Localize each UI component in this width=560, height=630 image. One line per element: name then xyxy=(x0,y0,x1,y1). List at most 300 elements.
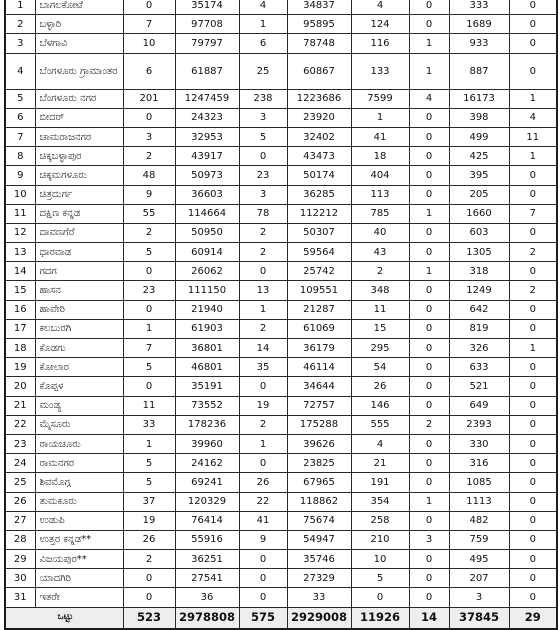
value-cell: 33 xyxy=(287,588,351,607)
value-cell: 25742 xyxy=(287,262,351,281)
district-name-cell: ಗದಗ xyxy=(35,262,123,281)
value-cell: 0 xyxy=(509,550,557,569)
value-cell: 76414 xyxy=(175,511,239,530)
value-cell: 642 xyxy=(449,300,509,319)
value-cell: 2 xyxy=(509,281,557,300)
value-cell: 25 xyxy=(239,53,287,89)
value-cell: 2 xyxy=(123,223,175,242)
row-number-cell: 2 xyxy=(5,15,35,34)
value-cell: 0 xyxy=(509,415,557,434)
value-cell: 0 xyxy=(409,0,449,15)
value-cell: 0 xyxy=(409,473,449,492)
value-cell: 5 xyxy=(351,569,409,588)
value-cell: 113 xyxy=(351,185,409,204)
value-cell: 0 xyxy=(239,569,287,588)
value-cell: 34644 xyxy=(287,377,351,396)
value-cell: 482 xyxy=(449,511,509,530)
table-row xyxy=(5,108,557,127)
value-cell: 15 xyxy=(351,319,409,338)
district-name-cell: ವಿಜಯಪುರ** xyxy=(35,550,123,569)
value-cell: 124 xyxy=(351,15,409,34)
value-cell: 46114 xyxy=(287,358,351,377)
value-cell: 60914 xyxy=(175,243,239,262)
value-cell: 258 xyxy=(351,511,409,530)
value-cell: 326 xyxy=(449,339,509,358)
row-number-cell: 1 xyxy=(5,0,35,15)
value-cell: 33 xyxy=(123,415,175,434)
value-cell: 23 xyxy=(123,281,175,300)
value-cell: 97708 xyxy=(175,15,239,34)
value-cell: 0 xyxy=(509,166,557,185)
value-cell: 67965 xyxy=(287,473,351,492)
value-cell: 4 xyxy=(239,0,287,15)
value-cell: 0 xyxy=(509,0,557,15)
value-cell: 333 xyxy=(449,0,509,15)
value-cell: 1249 xyxy=(449,281,509,300)
value-cell: 50973 xyxy=(175,166,239,185)
value-cell: 26062 xyxy=(175,262,239,281)
table-row xyxy=(5,223,557,242)
value-cell: 61069 xyxy=(287,319,351,338)
value-cell: 24323 xyxy=(175,108,239,127)
row-number-cell: 27 xyxy=(5,511,35,530)
table-row xyxy=(5,185,557,204)
value-cell: 0 xyxy=(409,377,449,396)
value-cell: 0 xyxy=(409,358,449,377)
value-cell: 3 xyxy=(449,588,509,607)
value-cell: 0 xyxy=(409,550,449,569)
district-name-cell: ಇತರೇ xyxy=(35,588,123,607)
district-name-cell: ಚಿಕ್ಕಮಗಳೂರು xyxy=(35,166,123,185)
district-name-cell: ಚಿಕ್ಕಬಳ್ಳಾಪುರ xyxy=(35,147,123,166)
value-cell: 1 xyxy=(409,262,449,281)
value-cell: 11 xyxy=(351,300,409,319)
value-cell: 50307 xyxy=(287,223,351,242)
value-cell: 0 xyxy=(123,108,175,127)
value-cell: 39960 xyxy=(175,434,239,453)
value-cell: 0 xyxy=(409,569,449,588)
district-covid-table-container xyxy=(4,0,558,630)
value-cell: 3 xyxy=(239,108,287,127)
value-cell: 2 xyxy=(409,415,449,434)
row-number-cell: 15 xyxy=(5,281,35,300)
value-cell: 210 xyxy=(351,530,409,549)
value-cell: 73552 xyxy=(175,396,239,415)
district-name-cell: ಕೋಲಾರ xyxy=(35,358,123,377)
value-cell: 36285 xyxy=(287,185,351,204)
value-cell: 3 xyxy=(409,530,449,549)
table-row xyxy=(5,15,557,34)
district-name-cell: ಬೆಂಗಳೂರು ನಗರ xyxy=(35,89,123,108)
table-row xyxy=(5,243,557,262)
value-cell: 7599 xyxy=(351,89,409,108)
value-cell: 0 xyxy=(123,377,175,396)
value-cell: 27329 xyxy=(287,569,351,588)
total-value-cell: 29 xyxy=(509,607,557,629)
total-row xyxy=(5,607,557,629)
table-row xyxy=(5,396,557,415)
value-cell: 2 xyxy=(123,550,175,569)
value-cell: 0 xyxy=(123,569,175,588)
value-cell: 26 xyxy=(239,473,287,492)
value-cell: 2 xyxy=(239,223,287,242)
value-cell: 0 xyxy=(509,358,557,377)
value-cell: 11 xyxy=(123,396,175,415)
row-number-cell: 9 xyxy=(5,166,35,185)
value-cell: 0 xyxy=(509,377,557,396)
value-cell: 521 xyxy=(449,377,509,396)
value-cell: 21 xyxy=(351,454,409,473)
value-cell: 0 xyxy=(509,588,557,607)
value-cell: 21940 xyxy=(175,300,239,319)
district-name-cell: ದಾವಣಗೆರೆ xyxy=(35,223,123,242)
value-cell: 354 xyxy=(351,492,409,511)
value-cell: 0 xyxy=(123,0,175,15)
value-cell: 603 xyxy=(449,223,509,242)
row-number-cell: 6 xyxy=(5,108,35,127)
value-cell: 35746 xyxy=(287,550,351,569)
value-cell: 1689 xyxy=(449,15,509,34)
value-cell: 4 xyxy=(509,108,557,127)
value-cell: 23 xyxy=(239,166,287,185)
value-cell: 39626 xyxy=(287,434,351,453)
value-cell: 0 xyxy=(123,300,175,319)
table-row xyxy=(5,569,557,588)
table-row xyxy=(5,89,557,108)
value-cell: 0 xyxy=(409,434,449,453)
value-cell: 0 xyxy=(409,319,449,338)
value-cell: 118862 xyxy=(287,492,351,511)
row-number-cell: 12 xyxy=(5,223,35,242)
value-cell: 330 xyxy=(449,434,509,453)
value-cell: 819 xyxy=(449,319,509,338)
district-name-cell: ಕೊಪ್ಪಳ xyxy=(35,377,123,396)
value-cell: 2 xyxy=(239,415,287,434)
value-cell: 0 xyxy=(509,569,557,588)
row-number-cell: 22 xyxy=(5,415,35,434)
value-cell: 785 xyxy=(351,204,409,223)
value-cell: 10 xyxy=(123,34,175,53)
value-cell: 0 xyxy=(409,396,449,415)
value-cell: 1 xyxy=(409,204,449,223)
row-number-cell: 29 xyxy=(5,550,35,569)
district-name-cell: ತುಮಕೂರು xyxy=(35,492,123,511)
value-cell: 0 xyxy=(509,454,557,473)
value-cell: 5 xyxy=(123,454,175,473)
value-cell: 2393 xyxy=(449,415,509,434)
value-cell: 22 xyxy=(239,492,287,511)
row-number-cell: 3 xyxy=(5,34,35,53)
row-number-cell: 23 xyxy=(5,434,35,453)
value-cell: 23920 xyxy=(287,108,351,127)
value-cell: 316 xyxy=(449,454,509,473)
value-cell: 1 xyxy=(351,108,409,127)
value-cell: 1113 xyxy=(449,492,509,511)
value-cell: 0 xyxy=(509,15,557,34)
value-cell: 2 xyxy=(239,243,287,262)
row-number-cell: 10 xyxy=(5,185,35,204)
value-cell: 0 xyxy=(409,300,449,319)
value-cell: 43 xyxy=(351,243,409,262)
district-name-cell: ಕಲಬುರಗಿ xyxy=(35,319,123,338)
value-cell: 0 xyxy=(509,223,557,242)
value-cell: 201 xyxy=(123,89,175,108)
table-row xyxy=(5,34,557,53)
table-row xyxy=(5,415,557,434)
table-row xyxy=(5,530,557,549)
value-cell: 78748 xyxy=(287,34,351,53)
value-cell: 0 xyxy=(239,454,287,473)
value-cell: 0 xyxy=(239,377,287,396)
value-cell: 120329 xyxy=(175,492,239,511)
district-name-cell: ಹಾವೇರಿ xyxy=(35,300,123,319)
district-name-cell: ಶಿವಮೊಗ್ಗ xyxy=(35,473,123,492)
value-cell: 1247459 xyxy=(175,89,239,108)
value-cell: 2 xyxy=(509,243,557,262)
value-cell: 116 xyxy=(351,34,409,53)
value-cell: 4 xyxy=(351,434,409,453)
value-cell: 7 xyxy=(123,15,175,34)
row-number-cell: 31 xyxy=(5,588,35,607)
value-cell: 4 xyxy=(409,89,449,108)
value-cell: 318 xyxy=(449,262,509,281)
value-cell: 1 xyxy=(409,34,449,53)
value-cell: 69241 xyxy=(175,473,239,492)
row-number-cell: 25 xyxy=(5,473,35,492)
value-cell: 112212 xyxy=(287,204,351,223)
row-number-cell: 16 xyxy=(5,300,35,319)
value-cell: 0 xyxy=(351,588,409,607)
value-cell: 72757 xyxy=(287,396,351,415)
value-cell: 23825 xyxy=(287,454,351,473)
value-cell: 1 xyxy=(239,15,287,34)
district-name-cell: ರಾಮನಗರ xyxy=(35,454,123,473)
value-cell: 46801 xyxy=(175,358,239,377)
value-cell: 54 xyxy=(351,358,409,377)
value-cell: 633 xyxy=(449,358,509,377)
value-cell: 21287 xyxy=(287,300,351,319)
value-cell: 398 xyxy=(449,108,509,127)
row-number-cell: 28 xyxy=(5,530,35,549)
value-cell: 238 xyxy=(239,89,287,108)
value-cell: 41 xyxy=(351,127,409,146)
value-cell: 36603 xyxy=(175,185,239,204)
value-cell: 555 xyxy=(351,415,409,434)
value-cell: 0 xyxy=(509,396,557,415)
value-cell: 95895 xyxy=(287,15,351,34)
value-cell: 0 xyxy=(239,147,287,166)
value-cell: 60867 xyxy=(287,53,351,89)
total-value-cell: 523 xyxy=(123,607,175,629)
total-value-cell: 11926 xyxy=(351,607,409,629)
value-cell: 55916 xyxy=(175,530,239,549)
district-name-cell: ಬೆಂಗಳೂರು ಗ್ರಾಮಾಂತರ xyxy=(35,53,123,89)
table-row xyxy=(5,339,557,358)
value-cell: 395 xyxy=(449,166,509,185)
value-cell: 1 xyxy=(123,434,175,453)
value-cell: 61903 xyxy=(175,319,239,338)
value-cell: 0 xyxy=(409,339,449,358)
value-cell: 0 xyxy=(509,300,557,319)
row-number-cell: 19 xyxy=(5,358,35,377)
value-cell: 933 xyxy=(449,34,509,53)
value-cell: 146 xyxy=(351,396,409,415)
value-cell: 1 xyxy=(509,89,557,108)
value-cell: 36251 xyxy=(175,550,239,569)
value-cell: 48 xyxy=(123,166,175,185)
row-number-cell: 5 xyxy=(5,89,35,108)
value-cell: 5 xyxy=(123,358,175,377)
value-cell: 649 xyxy=(449,396,509,415)
value-cell: 0 xyxy=(509,319,557,338)
value-cell: 495 xyxy=(449,550,509,569)
value-cell: 0 xyxy=(409,588,449,607)
value-cell: 0 xyxy=(409,511,449,530)
district-name-cell: ರಾಯಚೂರು xyxy=(35,434,123,453)
value-cell: 10 xyxy=(351,550,409,569)
value-cell: 14 xyxy=(239,339,287,358)
table-row xyxy=(5,454,557,473)
value-cell: 0 xyxy=(409,15,449,34)
value-cell: 1305 xyxy=(449,243,509,262)
value-cell: 1 xyxy=(409,53,449,89)
value-cell: 0 xyxy=(509,262,557,281)
table-row xyxy=(5,53,557,89)
value-cell: 27541 xyxy=(175,569,239,588)
value-cell: 79797 xyxy=(175,34,239,53)
value-cell: 32953 xyxy=(175,127,239,146)
value-cell: 759 xyxy=(449,530,509,549)
value-cell: 0 xyxy=(509,511,557,530)
value-cell: 2 xyxy=(123,147,175,166)
value-cell: 2 xyxy=(239,319,287,338)
total-value-cell: 575 xyxy=(239,607,287,629)
district-name-cell: ಬಾಗಲಕೋಟೆ xyxy=(35,0,123,15)
value-cell: 36179 xyxy=(287,339,351,358)
table-row xyxy=(5,300,557,319)
value-cell: 1 xyxy=(509,339,557,358)
value-cell: 0 xyxy=(123,262,175,281)
row-number-cell: 11 xyxy=(5,204,35,223)
value-cell: 54947 xyxy=(287,530,351,549)
value-cell: 1223686 xyxy=(287,89,351,108)
value-cell: 0 xyxy=(409,454,449,473)
district-name-cell: ದಕ್ಷಿಣ ಕನ್ನಡ xyxy=(35,204,123,223)
total-value-cell: 2929008 xyxy=(287,607,351,629)
district-name-cell: ಉಡುಪಿ xyxy=(35,511,123,530)
value-cell: 0 xyxy=(509,53,557,89)
total-value-cell: 14 xyxy=(409,607,449,629)
district-name-cell: ಮಂಡ್ಯ xyxy=(35,396,123,415)
value-cell: 178236 xyxy=(175,415,239,434)
district-name-cell: ಚಿತ್ರದುರ್ಗ xyxy=(35,185,123,204)
value-cell: 34837 xyxy=(287,0,351,15)
value-cell: 0 xyxy=(509,473,557,492)
table-row xyxy=(5,511,557,530)
table-row xyxy=(5,319,557,338)
value-cell: 32402 xyxy=(287,127,351,146)
value-cell: 50950 xyxy=(175,223,239,242)
value-cell: 191 xyxy=(351,473,409,492)
value-cell: 35 xyxy=(239,358,287,377)
row-number-cell: 13 xyxy=(5,243,35,262)
value-cell: 4 xyxy=(351,0,409,15)
value-cell: 0 xyxy=(509,530,557,549)
value-cell: 36 xyxy=(175,588,239,607)
table-row xyxy=(5,377,557,396)
value-cell: 43917 xyxy=(175,147,239,166)
value-cell: 59564 xyxy=(287,243,351,262)
row-number-cell: 17 xyxy=(5,319,35,338)
total-label-cell: ಒಟ್ಟು xyxy=(5,607,123,629)
value-cell: 7 xyxy=(509,204,557,223)
value-cell: 0 xyxy=(509,434,557,453)
row-number-cell: 20 xyxy=(5,377,35,396)
value-cell: 425 xyxy=(449,147,509,166)
table-row xyxy=(5,262,557,281)
value-cell: 18 xyxy=(351,147,409,166)
district-name-cell: ಬೀದರ್ xyxy=(35,108,123,127)
row-number-cell: 4 xyxy=(5,53,35,89)
value-cell: 6 xyxy=(123,53,175,89)
district-name-cell: ಮೈಸೂರು xyxy=(35,415,123,434)
value-cell: 1085 xyxy=(449,473,509,492)
value-cell: 5 xyxy=(123,243,175,262)
value-cell: 6 xyxy=(239,34,287,53)
value-cell: 887 xyxy=(449,53,509,89)
value-cell: 0 xyxy=(509,185,557,204)
value-cell: 0 xyxy=(239,550,287,569)
row-number-cell: 26 xyxy=(5,492,35,511)
value-cell: 111150 xyxy=(175,281,239,300)
value-cell: 3 xyxy=(239,185,287,204)
table-body xyxy=(5,0,557,629)
value-cell: 19 xyxy=(123,511,175,530)
value-cell: 0 xyxy=(409,281,449,300)
value-cell: 133 xyxy=(351,53,409,89)
value-cell: 0 xyxy=(409,166,449,185)
table-row xyxy=(5,434,557,453)
value-cell: 26 xyxy=(351,377,409,396)
table-row xyxy=(5,0,557,15)
row-number-cell: 30 xyxy=(5,569,35,588)
value-cell: 26 xyxy=(123,530,175,549)
value-cell: 11 xyxy=(509,127,557,146)
district-name-cell: ಕೊಡಗು xyxy=(35,339,123,358)
value-cell: 61887 xyxy=(175,53,239,89)
district-data-table xyxy=(4,0,558,630)
value-cell: 0 xyxy=(409,127,449,146)
value-cell: 0 xyxy=(409,108,449,127)
value-cell: 0 xyxy=(509,492,557,511)
value-cell: 7 xyxy=(123,339,175,358)
value-cell: 1 xyxy=(409,492,449,511)
value-cell: 295 xyxy=(351,339,409,358)
district-name-cell: ಹಾಸನ xyxy=(35,281,123,300)
value-cell: 50174 xyxy=(287,166,351,185)
table-row xyxy=(5,166,557,185)
value-cell: 43473 xyxy=(287,147,351,166)
row-number-cell: 24 xyxy=(5,454,35,473)
district-name-cell: ಚಾಮರಾಜನಗರ xyxy=(35,127,123,146)
value-cell: 36801 xyxy=(175,339,239,358)
value-cell: 5 xyxy=(239,127,287,146)
district-name-cell: ಬಳ್ಳಾರಿ xyxy=(35,15,123,34)
table-row xyxy=(5,358,557,377)
value-cell: 1660 xyxy=(449,204,509,223)
table-row xyxy=(5,281,557,300)
table-row xyxy=(5,473,557,492)
